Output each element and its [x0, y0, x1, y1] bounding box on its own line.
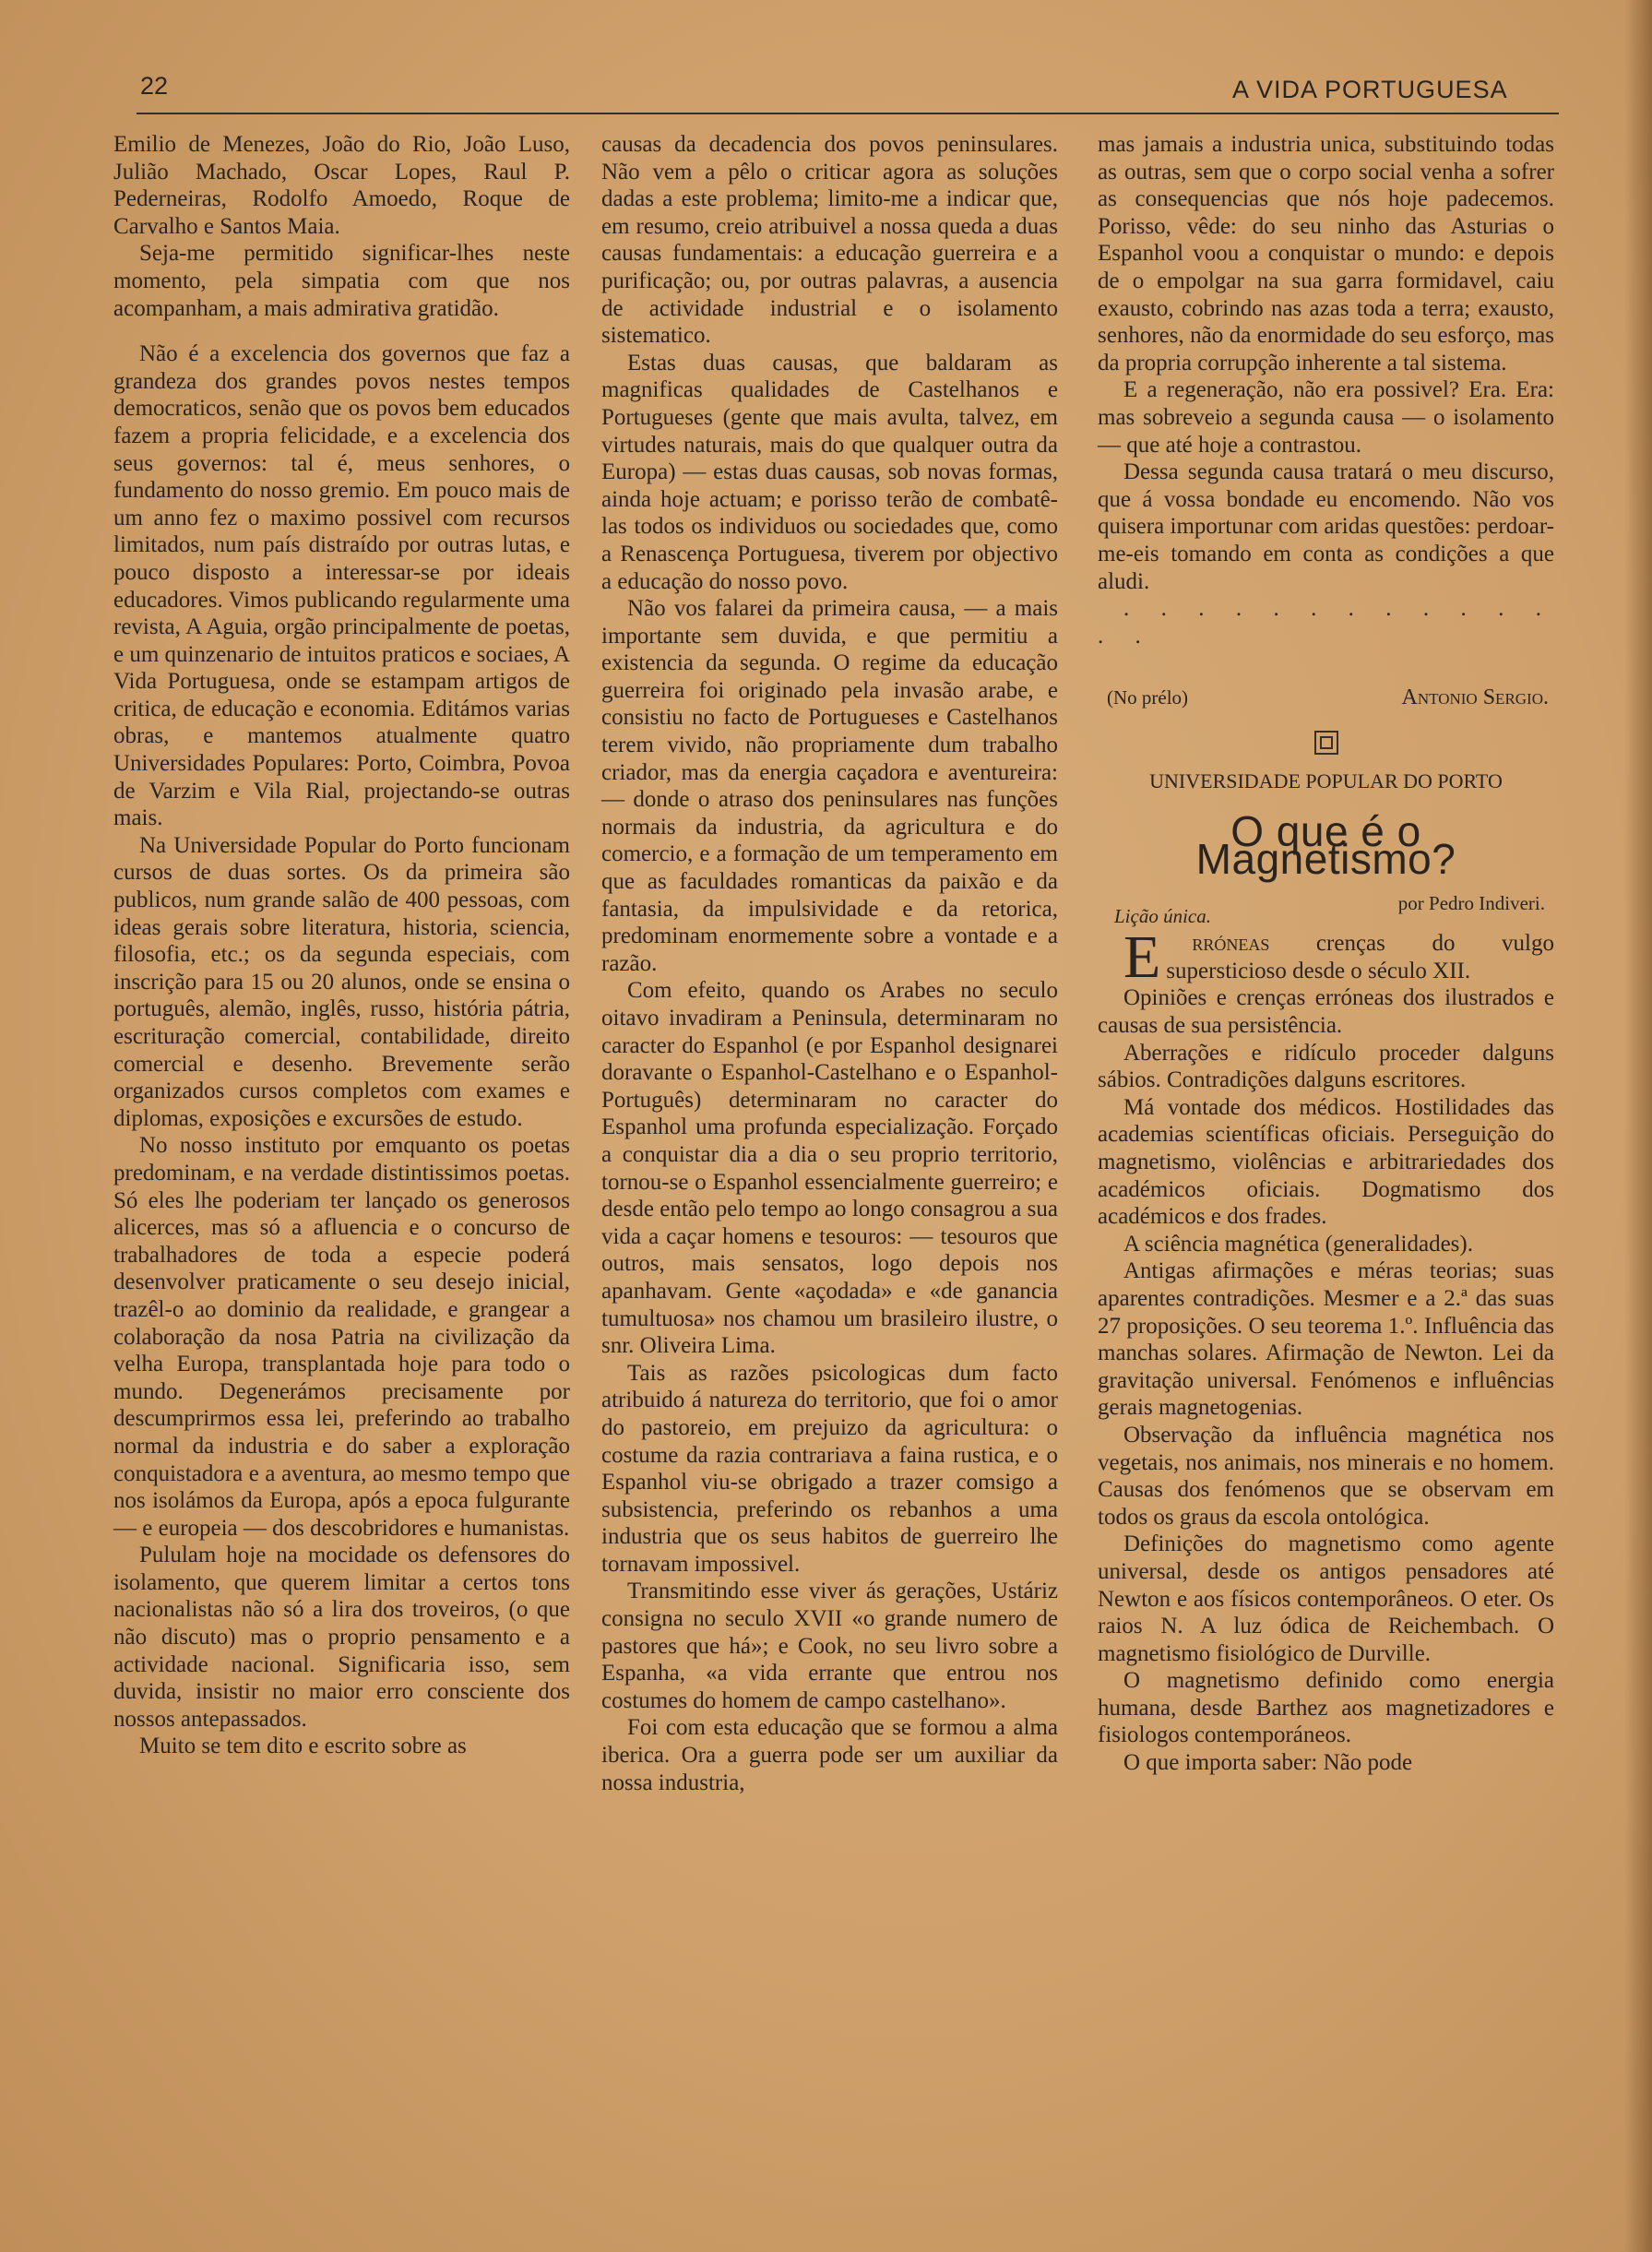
- paragraph: Na Universidade Popular do Porto funcionam cursos de duas sortes. Os da primeira são publicos, num grande salão de 400 pessoas, com ideas gerais sobre literatura, historia, sciencia, filosofia, etc.; os da segunda especiais, com inscrição para 15 ou 20 alunos, onde se ensina o português, alemão, inglês, russo, história pátria, escrituração comercial, contabilidade, direito comercial e desenho. Brevemente serão organizados cursos completos com exames e diplomas, exposições e excursões de estudo.: [113, 832, 570, 1131]
- paragraph: A sciência magnética (generalidades).: [1123, 1231, 1473, 1257]
- lead-text: crenças do vulgo supersticioso desde o século XII.: [1166, 931, 1554, 983]
- column-2: [601, 131, 1058, 1796]
- author-signature: Antonio Sergio.: [1401, 685, 1549, 710]
- paragraph: causas da decadencia dos povos peninsulares. Não vem a pêlo o criticar agora as soluções dadas a este problema; limito-me a indicar que, em resumo, creio atribuivel a nossa queda a duas causas fundamentais: a educação guerreira e a purificação; ou, por outras palavras, a ausencia de actividade industrial e o isolamento sistematico.: [601, 132, 1058, 349]
- ornament-icon: [1098, 731, 1554, 755]
- paragraph: No nosso instituto por emquanto os poetas predominam, e na verdade distintissimos poetas. Só eles lhe poderiam ter lançado os generosos alicerces, mas só a afluencia e o concurso de trabalhadores de toda a especie poderá desenvolver praticamente o seu desejo inicial, trazêl-o ao dominio da realidade, e grangear a colaboração da nosa Patria na civilização da velha Europa, transplantada hoje para todo o mundo. Degenerámos precisamente por descumprirmos essa lei, preferindo ao trabalho normal da industria e do saber a exploração conquistadora e a aventura, ao mesmo tempo que nos isolámos da Europa, após a epoca fulgurante — e europeia — dos descobridores e humanistas.: [113, 1133, 570, 1541]
- paragraph: Pululam hoje na mocidade os defensores do isolamento, que querem limitar a certos tons nacionalistas não só a lira dos troveiros, (o que não discuto) mas o proprio pensamento e a actividade nacional. Significaria isso, sem duvida, insistir no maior erro consciente dos nossos antepassados.: [113, 1543, 570, 1732]
- column-3: [1098, 131, 1554, 1777]
- paragraph: Não vos falarei da primeira causa, — a mais importante sem duvida, e que permitiu a existencia da segunda. O regime da educação guerreira foi originado pela invasão arabe, e consistiu no facto de Portugueses e Castelhanos terem vivido, não propriamente dum trabalho criador, mas da energia caçadora e aventureira: — donde o atraso dos peninsulares nas funções normais da industria, da agricultura e do comercio, e a formação de um temperamento em que as faculdades romanticas da paixão e da fantasia, da impulsividade e da retorica, predominam enormemente sobre a vontade e a razão.: [601, 596, 1058, 976]
- paragraph: Seja-me permitido significar-lhes neste momento, pela simpatia com que nos acompanham, a mais admirativa gratidão.: [113, 241, 570, 321]
- column-1: [113, 131, 570, 1760]
- article-title: O que é o Magnetismo?: [1195, 807, 1456, 884]
- paragraph: E a regeneração, não era possivel? Era. Era: mas sobreveio a segunda causa — o isolamento — que até hoje a contrastou.: [1098, 377, 1554, 458]
- paragraph: Dessa segunda causa tratará o meu discurso, que á vossa bondade eu encomendo. Não vos quisera importunar com aridas questões: perdoar-me-eis tomando em conta as condições a que aludi.: [1098, 459, 1554, 594]
- paragraph: Aberrações e ridículo proceder dalguns sábios. Contradições dalguns escritores.: [1098, 1040, 1554, 1093]
- paragraph: Antigas afirmações e méras teorias; suas aparentes contradições. Mesmer e a 2.ª das suas 27 proposições. O seu teorema 1.º. Influência das manchas solares. Afirmação de Newton. Lei da gravitação universal. Fenómenos e influências gerais magnetogenias.: [1098, 1258, 1554, 1421]
- lead-word: rróneas: [1192, 931, 1270, 957]
- paragraph: mas jamais a industria unica, substituindo todas as outras, sem que o corpo social venha a sofrer as consequencias que nós hoje padecemos. Porisso, vêde: do seu ninho das Asturias o Espanhol voou a conquistar o mundo: e depois de o empolgar na sua garra formidavel, caiu exausto, cobrindo nas azas toda a terra; exausto, senhores, não da enormidade do seu esforço, mas da propria corrupção inherente a tal sistema.: [1098, 132, 1554, 375]
- paragraph: Transmitindo esse viver ás gerações, Ustáriz consigna no seculo XVII «o grande numero de pastores que há»; e Cook, no seu livro sobre a Espanha, «a vida errante que entrou nos costumes do homem de campo castelhano».: [601, 1579, 1058, 1713]
- paragraph: Observação da influência magnética nos vegetais, nos animais, nos minerais e no homem. Causas dos fenómenos que se observam em todos os graus da escola ontológica.: [1098, 1422, 1554, 1530]
- signature-row: [1098, 685, 1554, 712]
- paragraph: Opiniões e crenças erróneas dos ilustrados e causas de sua persistência.: [1098, 985, 1554, 1039]
- page-edge-shadow: [1624, 0, 1652, 2252]
- paragraph: Foi com esta educação que se formou a alma iberica. Ora a guerra pode ser um auxiliar da nossa industria,: [601, 1715, 1058, 1795]
- paragraph: Estas duas causas, que baldaram as magnificas qualidades de Castelhanos e Portugueses (gente que mais avulta, talvez, em virtudes naturais, mais do que qualquer outra da Europa) — estas duas causas, sob novas formas, ainda hoje actuam; e porisso terão de combatê-las todos os individuos ou sociedades que, como a Renascença Portuguesa, tiverem por objectivo a educação do nosso povo.: [601, 350, 1058, 594]
- running-title: A VIDA PORTUGUESA: [1232, 76, 1508, 103]
- paragraph: Tais as razões psicologicas dum facto atribuido á natureza do territorio, que foi o amor do pastoreio, em prejuizo da agricultura: o costume da razia contrariava a faina rustica, e o Espanhol viu-se obrigado a trazer comsigo a subsistencia, preferindo os rebanhos a uma industria que os seus habitos de guerreiro lhe tornavam impossivel.: [601, 1360, 1058, 1577]
- paragraph: Muito se tem dito e escrito sobre as: [139, 1734, 467, 1759]
- paragraph: Não é a excelencia dos governos que faz a grandeza dos grandes povos nestes tempos democraticos, senão que os povos bem educados fazem a propria felicidade, e a excelencia dos seus governos: tal é, meus senhores, o fundamento do nosso gremio. Em pouco mais de um anno fez o maximo possivel com recursos limitados, num país distraído por outras lutas, e pouco disposto a interessar-se por ideais educadores. Vimos publicando regularmente uma revista, A Aguia, orgão principalmente de poetas, e um quinzenario de intuitos praticos e sociaes, A Vida Portuguesa, onde se estampam artigos de critica, de educação e economia. Editámos varias obras, e mantemos atualmente quatro Universidades Populares: Porto, Coimbra, Povoa de Varzim e Vila Rial, projectando-se outras mais.: [113, 341, 571, 831]
- paragraph: Má vontade dos médicos. Hostilidades das academias scientíficas oficiais. Perseguição do magnetismo, violências e arbitrariedades dos académicos oficiais. Dogmatismo dos académicos e dos frades.: [1098, 1094, 1554, 1230]
- page-number: 22: [140, 72, 169, 100]
- in-press-note: (No prélo): [1107, 686, 1189, 709]
- section-heading: UNIVERSIDADE POPULAR DO PORTO: [1149, 769, 1503, 792]
- paragraph: Definições do magnetismo como agente universal, desde os antigos pensadores até Newton e aos físicos contemporâneos. O eter. Os raios N. A luz ódica de Reichembach. O magnetismo fisiológico de Durville.: [1098, 1531, 1554, 1666]
- byline-row: [1098, 890, 1554, 931]
- drop-cap: E: [1123, 923, 1161, 992]
- paragraph: Emilio de Menezes, João do Rio, João Luso, Julião Machado, Oscar Lopes, Raul P. Pederneiras, Rodolfo Amoedo, Roque de Carvalho e Santos Maia.: [113, 132, 570, 239]
- paragraph: O magnetismo definido como energia humana, desde Barthez aos magnetizadores e fisiologos contemporáneos.: [1098, 1668, 1554, 1748]
- paragraph: Com efeito, quando os Arabes no seculo oitavo invadiram a Peninsula, determinaram no caracter do Espanhol (e por Espanhol designarei doravante o Espanhol-Castelhano e o Espanhol-Português) determinaram no caracter do Espanhol uma profunda especialização. Forçado a conquistar dia a dia o seu proprio territorio, tornou-se o Espanhol essencialmente guerreiro; e desde então pelo tempo ao longo consagrou a sua vida a caçar homens e tesouros: — tesouros que outros, mais sensatos, logo depois nos apanhavam. Gente «açodada» e «de ganancia tumultuosa» nos chamou um brasileiro ilustre, o snr. Oliveira Lima.: [601, 978, 1058, 1359]
- lesson-label: Lição única.: [1114, 904, 1211, 927]
- paragraph: O que importa saber: Não pode: [1123, 1750, 1413, 1776]
- ellipsis-row: . . . . . . . . . . . . . .: [1098, 596, 1554, 649]
- header-rule: [137, 113, 1559, 114]
- paragraph: [1098, 923, 1554, 992]
- byline: por Pedro Indiveri.: [1397, 891, 1545, 914]
